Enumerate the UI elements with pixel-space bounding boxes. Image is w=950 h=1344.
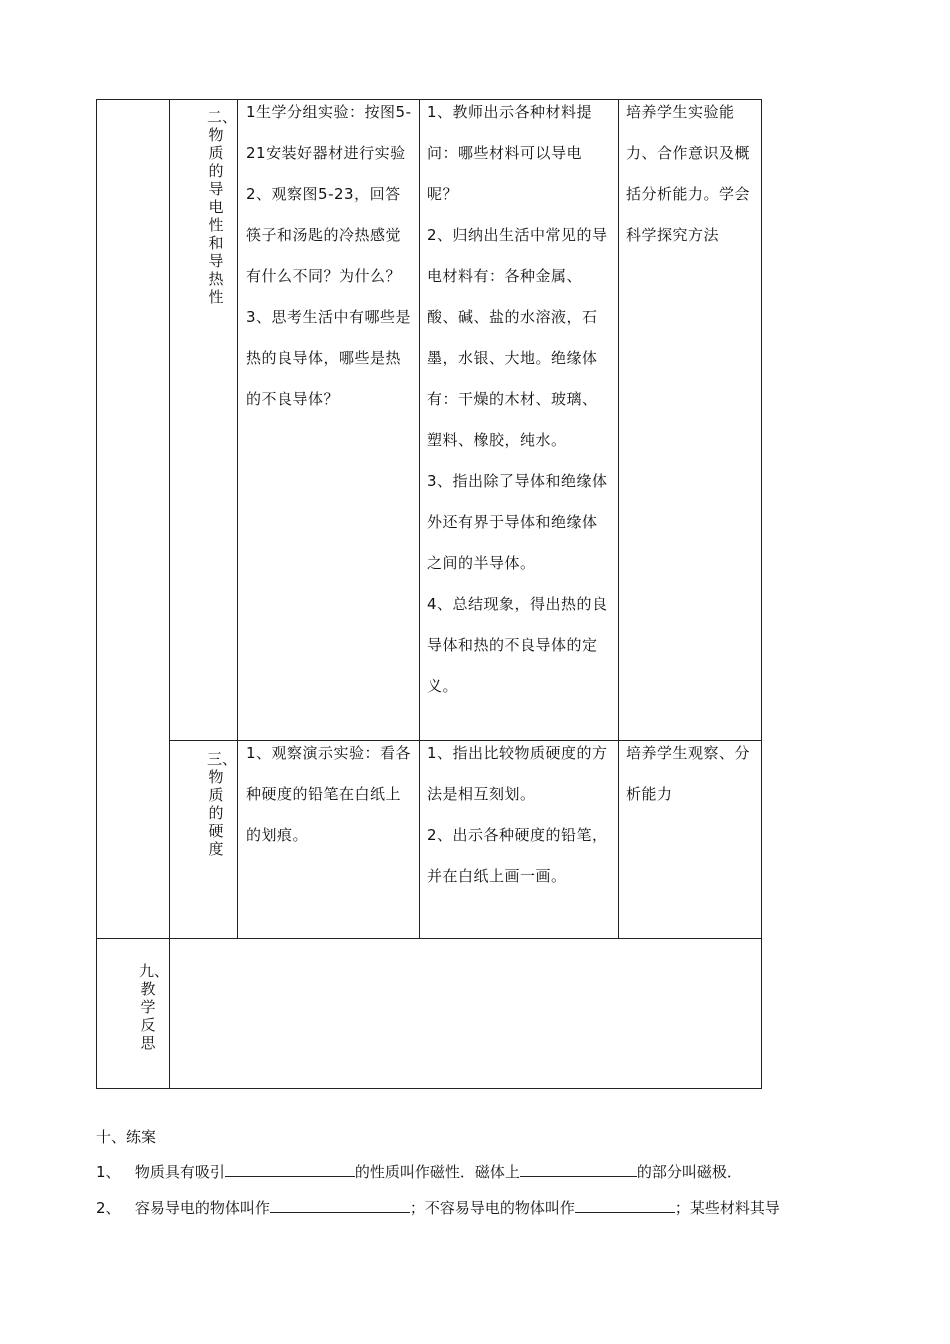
- exercise-text: ；某些材料其导: [674, 1199, 780, 1217]
- table-line: [419, 99, 420, 939]
- teacher-step: 1、教师出示各种材料提问：哪些材料可以导电呢？: [427, 103, 593, 203]
- practice-title: 十、练案: [96, 1128, 157, 1146]
- student-activity: [246, 92, 412, 420]
- exercise-1: [96, 1162, 742, 1182]
- answer-blank: [225, 1162, 355, 1177]
- teacher-step: 2、出示各种硬度的铅笔，并在白纸上画一画。: [427, 826, 608, 885]
- exercise-text: 的部分叫磁极．: [636, 1163, 742, 1181]
- exercise-number: 1、: [96, 1163, 121, 1181]
- design-purpose: 培养学生观察、分析能力: [626, 744, 751, 803]
- exercise-text: 物质具有吸引: [134, 1163, 225, 1181]
- section-title: 三、物质的硬度: [207, 750, 238, 858]
- teacher-activity: [427, 733, 611, 897]
- answer-blank: [270, 1198, 410, 1213]
- answer-blank: [520, 1162, 637, 1177]
- reflection-title: 九、教学反思: [139, 962, 170, 1052]
- student-step: 1、观察演示实验：看各种硬度的铅笔在白纸上的划痕。: [246, 744, 412, 844]
- student-step: 3、思考生活中有哪些是热的良导体，哪些是热的不良导体？: [246, 308, 412, 408]
- teacher-step: 4、总结现象，得出热的良导体和热的不良导体的定义。: [427, 595, 608, 695]
- teacher-step: 3、指出除了导体和绝缘体外还有界于导体和绝缘体之间的半导体。: [427, 472, 608, 572]
- teacher-step: 1、指出比较物质硬度的方法是相互刻划。: [427, 744, 608, 803]
- exercise-text: 容易导电的物体叫作: [134, 1199, 270, 1217]
- teacher-step: 2、归纳出生活中常见的导电材料有：各种金属、酸、碱、盐的水溶液，石墨，水银、大地。绝缘体有：干燥的木材、玻璃、塑料、橡胶，纯水。: [427, 226, 608, 449]
- table-line: [237, 99, 238, 939]
- table-line: [96, 99, 97, 1089]
- table-line: [96, 938, 762, 939]
- exercise-number: 2、: [96, 1199, 121, 1217]
- table-line: [761, 99, 762, 1089]
- student-step: 2、观察图5-23，回答筷子和汤匙的冷热感觉有什么不同？为什么？: [246, 185, 402, 285]
- answer-blank: [575, 1198, 675, 1213]
- exercise-text: ；不容易导电的物体叫作: [409, 1199, 575, 1217]
- exercise-text: 的性质叫作磁性．磁体上: [354, 1163, 520, 1181]
- student-activity: [246, 733, 412, 856]
- student-step: 1生学分组实验：按图5-21安装好器材进行实验: [246, 103, 412, 162]
- section-title: 二、物质的导电性和导热性: [207, 108, 238, 306]
- teacher-activity: [427, 92, 611, 707]
- table-line: [96, 1088, 762, 1089]
- table-line: [618, 99, 619, 939]
- design-purpose: 培养学生实验能力、合作意识及概括分析能力。学会科学探究方法: [626, 103, 751, 244]
- exercise-2: [96, 1198, 780, 1218]
- table-line: [169, 99, 170, 1089]
